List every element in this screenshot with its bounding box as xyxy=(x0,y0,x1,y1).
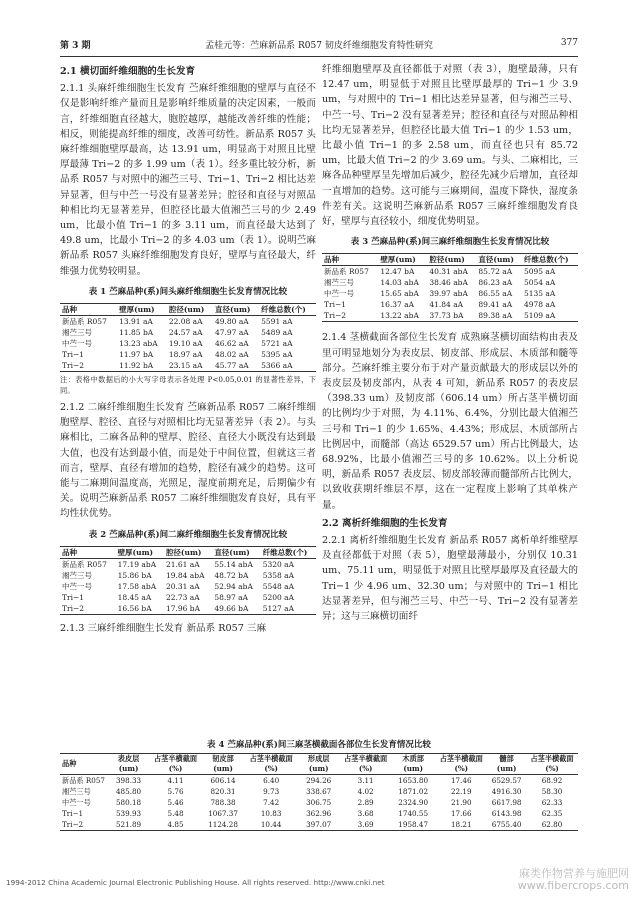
table-cell: 397.07 xyxy=(306,820,332,829)
table-cell: 24.57 aA xyxy=(168,328,203,338)
table-cell: 13.23 abA xyxy=(119,339,158,349)
table-cell: Tri−2 xyxy=(62,603,85,613)
table-header-cell: 直径(um) xyxy=(214,305,251,315)
table-cell: 294.26 xyxy=(306,776,332,785)
paragraph-2-1-3: 2.1.3 三麻纤维细胞生长发育 新品系 R057 三麻 xyxy=(60,622,267,634)
table-cell: 17.19 abA xyxy=(117,559,157,569)
table-row xyxy=(60,327,316,338)
table-1-header xyxy=(60,304,316,316)
table-cell: 18.97 aA xyxy=(168,350,203,360)
table-cell: 6.40 xyxy=(263,776,280,785)
table-cell: 5489 aA xyxy=(261,328,293,338)
table-cell: 48.02 aA xyxy=(214,350,249,360)
table-header-cell: 品种 xyxy=(62,305,77,315)
table-header-cell: 腔径(um) xyxy=(429,255,465,265)
paragraph-2-1-4: 2.1.4 茎横截面各部位生长发育 成熟麻茎横切面结构由表及里可明显地划分为表皮层、韧皮部、形成层、木质部和髓等部分。苎麻纤维主要分布于对产量贡献最大的形成层以外的表皮层及韧皮部内，从表 4 可知，新品系 R057 的表皮层（398.33 um）及韧皮部（606.14 um）所占茎半横切面的比例均少于对照，为 4.11%、6.4%，分别比最大值湘苎三号和 Tri−1 的少 1.65%、4.43%；形成层、木质部所占比例居中，而髓部（高达 6529.57 um）所占比例最大，达 68.92%，比最小值湘苎三号的多 10.62%。以上分析说明，新品系 R057 表皮层、韧皮部较薄而髓部所占比例大，以致收获期纤维层不厚，这在一定程度上影响了其单株产量。 xyxy=(322,332,578,511)
table-cell: 22.19 xyxy=(450,787,472,796)
paragraph-2-2-1: 2.2.1 离析纤维细胞生长发育 新品系 R057 离析单纤维壁厚及直径都低于对照（表 5），胞壁最薄最小，分别仅 10.31 um、75.11 um，明显低于对照且比壁厚最厚及直径最大的 Tri−1 少 4.96 um、32.30 um；与对照中的 Tri−1 相比达显著差异，但与湘苎三号、中苎一号、Tri−2 没有显著差异；这与三麻横切面纤 xyxy=(322,535,578,623)
table-cell: 17.66 xyxy=(450,809,472,818)
table-cell: 3.11 xyxy=(357,776,374,785)
page-number: 377 xyxy=(560,38,578,48)
table-cell: 62.35 xyxy=(541,809,563,818)
table-cell: 13.91 aA xyxy=(119,317,153,327)
table-cell: 19.10 aA xyxy=(168,339,203,349)
issue-number: 第 3 期 xyxy=(60,41,91,51)
table-cell: 6143.98 xyxy=(491,809,522,818)
table-cell: 6755.40 xyxy=(491,820,522,829)
table-header-cell: 品种 xyxy=(324,255,339,265)
table-cell: 5127 aA xyxy=(262,603,295,613)
table-cell: 5200 aA xyxy=(262,592,295,602)
table-row xyxy=(60,592,316,603)
table-cell: 2324.90 xyxy=(398,798,429,807)
table-cell: 45.77 aA xyxy=(214,361,249,371)
table-cell: 4916.30 xyxy=(491,787,522,796)
table-header-cell: 表皮层 (um) xyxy=(117,754,140,773)
table-cell: 23.15 aA xyxy=(168,361,203,371)
table-cell: 37.73 bA xyxy=(429,311,464,321)
table-cell: 85.72 aA xyxy=(478,267,513,277)
table-cell: 5548 aA xyxy=(262,581,295,591)
table-cell: 1958.47 xyxy=(398,820,429,829)
table-cell: Tri−1 xyxy=(324,300,347,310)
table-cell: 606.14 xyxy=(210,776,236,785)
table-cell: 1067.37 xyxy=(208,809,238,818)
table-row xyxy=(322,277,578,288)
table-cell: 38.46 abA xyxy=(429,278,468,288)
table-row xyxy=(60,775,578,787)
table-cell: 15.65 abA xyxy=(380,289,419,299)
table-header-cell: 纤维总数(个) xyxy=(523,255,569,265)
table-cell: 485.80 xyxy=(115,787,142,796)
table-cell: 17.46 xyxy=(450,776,472,785)
table-cell: 86.55 aA xyxy=(478,289,513,299)
table-row xyxy=(60,349,316,360)
table-cell: 湘苎三号 xyxy=(62,328,92,338)
table-row xyxy=(322,288,578,299)
watermark xyxy=(518,868,629,892)
table-cell: 中苎一号 xyxy=(324,289,354,299)
table-cell: 48.72 bA xyxy=(214,570,249,580)
table-cell: 6617.98 xyxy=(491,798,522,807)
table-cell: 新品系 R057 xyxy=(324,267,369,277)
table-cell: 22.73 aA xyxy=(165,592,200,602)
table-header-cell: 品种 xyxy=(62,547,77,557)
table-cell: 5135 aA xyxy=(523,289,556,299)
table-cell: 19.84 abA xyxy=(165,570,205,580)
table-cell: 5591 aA xyxy=(261,317,293,327)
table-header-cell: 纤维总数(个) xyxy=(262,547,308,557)
table-cell: 14.03 abA xyxy=(380,278,419,288)
table-header-cell: 壁厚(um) xyxy=(119,305,155,315)
table-1-note: 注：表格中数据后的小大写字母表示各处理 P<0.05,0.01 的显著性差异，下同。 xyxy=(60,375,316,396)
table-2-body xyxy=(60,558,316,614)
table-cell: 15.86 bA xyxy=(117,570,152,580)
table-cell: 6529.57 xyxy=(491,776,522,785)
section-2-2-heading: 2.2 离析纤维细胞的生长发育 xyxy=(322,517,448,529)
table-cell: 11.85 bA xyxy=(119,328,154,338)
paragraph-2-1-3-cont: 纤维细胞壁厚及直径都低于对照（表 3），胞壁最薄，只有 12.47 um，明显低于对照且比壁厚最厚的 Tri−1 少 3.9 um，与对照中的 Tri−1 相比达差异显著，但与湘苎三号、中苎一号、Tri−2 没有显著差异；腔径和直径与对照品种相比均无显著差异，但腔径比最大值 Tri−1 的少 1.53 um，比最小值 Tri−1 的多 2.58 um，而直径也只有 85.72 um，比最大值 Tri−2 的少 3.69 um。与头、二麻相比，三麻各品种壁厚呈先增加后减少，腔径先减少后增加，直径却一直增加的趋势。这可能与三麻期间，温度下降快，湿度条件差有关。这说明苎麻新品系 R057 三麻纤维细胞发育良好，壁厚与直径较小，细度优势明显。 xyxy=(322,64,578,228)
table-cell: 5095 aA xyxy=(523,267,556,277)
table-cell: 11.92 bA xyxy=(119,361,154,371)
paragraph-2-1-1: 2.1.1 头麻纤维细胞生长发育 苎麻纤维细胞的壁厚与直径不仅是影响纤维产量而且是影响纤维质量的决定因素，一般而言，纤维细胞直径越大，胞腔越厚，越能改善纤维的性能；相反，则能提高纤维的细度，改善可纺性。新品系 R057 头麻纤维细胞壁厚最高，达 13.91 um，明显高于对照且比壁厚最薄 Tri−2 的多 1.99 um（表 1）。经多重比较分析，新品系 R057 与对照中的湘苎三号、Tri−1、Tri−2 相比达差异显著，但与中苎一号没有显著差异；腔径和直径与对照品种相比均无显著差异，但腔径比最大值湘苎三号的少 2.49 um，比最小值 Tri−1 的多 3.11 um，而直径最大达到了 49.8 um，比最小 Tri−2 的多 4.03 um（表 1）。说明苎麻新品系 R057 头麻纤维细胞发育良好，壁厚与直径最大，纤维强力优势较明显。 xyxy=(60,83,316,277)
table-header-cell: 髓部 (um) xyxy=(496,754,517,773)
table-cell: 5366 aA xyxy=(261,361,293,371)
table-cell: 17.96 bA xyxy=(165,603,201,613)
table-cell: 22.08 aA xyxy=(168,317,203,327)
table-cell: 9.73 xyxy=(263,787,280,796)
table-row xyxy=(322,299,578,310)
table-cell: 18.45 aA xyxy=(117,592,152,602)
table-cell: 中苎一号 xyxy=(62,581,92,591)
table-header-cell: 占茎半横截面(%) xyxy=(249,754,293,773)
table-cell: 362.96 xyxy=(306,809,332,818)
table-4-title: 表 4 苎麻品种(系)间三麻茎横截面各部位生长发育情况比较 xyxy=(207,740,431,750)
table-row xyxy=(322,266,578,278)
table-cell: 新品系 R057 xyxy=(62,559,107,569)
table-cell: Tri−1 xyxy=(62,350,85,360)
header-rule xyxy=(60,56,578,57)
table-header-cell: 品种 xyxy=(62,759,77,768)
table-cell: 5054 aA xyxy=(523,278,556,288)
table-cell: 中苎一号 xyxy=(62,339,92,349)
table-cell: 21.61 aA xyxy=(165,559,200,569)
table-cell: 5320 aA xyxy=(262,559,295,569)
table-cell: 62.80 xyxy=(541,820,563,829)
left-column xyxy=(60,62,316,639)
table-cell: 21.90 xyxy=(450,798,472,807)
table-cell: 5721 aA xyxy=(261,339,293,349)
right-column xyxy=(322,62,578,627)
table-cell: 788.38 xyxy=(210,798,236,807)
table-row xyxy=(60,360,316,372)
table-cell: 16.37 aA xyxy=(380,300,415,310)
table-cell: Tri−2 xyxy=(62,361,85,371)
table-header-cell: 形成层 (um) xyxy=(307,754,330,773)
table-3-title: 表 3 苎麻品种(系)间三麻纤维细胞生长发育情况比较 xyxy=(350,237,550,248)
table-cell: 5109 aA xyxy=(523,311,556,321)
table-3-body xyxy=(322,266,578,322)
watermark-line: www.fibercrops.com xyxy=(517,879,629,892)
table-header-cell: 占茎半横截面(%) xyxy=(153,754,198,773)
table-cell: 5.48 xyxy=(167,809,184,818)
table-cell: 62.33 xyxy=(541,798,563,807)
table-cell: 湘苎三号 xyxy=(62,787,91,796)
table-header-cell: 木质部 (um) xyxy=(402,754,424,773)
table-cell: 10.44 xyxy=(260,820,282,829)
running-header xyxy=(60,38,578,54)
table-cell: 4978 aA xyxy=(523,300,556,310)
table-cell: 12.47 bA xyxy=(380,267,415,277)
table-cell: 86.23 aA xyxy=(478,278,513,288)
table-cell: 10.83 xyxy=(260,809,282,818)
table-header-cell: 壁厚(um) xyxy=(117,547,154,557)
table-1 xyxy=(60,303,316,372)
table-cell: 4.85 xyxy=(167,820,184,829)
table-cell: 1653.80 xyxy=(398,776,429,785)
table-1-body xyxy=(60,316,316,372)
table-header-cell: 占茎半横截面(%) xyxy=(344,754,388,773)
table-cell: 68.92 xyxy=(541,776,563,785)
table-cell: Tri−1 xyxy=(62,809,84,818)
table-3 xyxy=(322,253,578,322)
running-title: 孟桂元等：苎麻新品系 R057 韧皮纤维细胞发育特性研究 xyxy=(205,41,433,51)
table-header-cell: 直径(um) xyxy=(478,255,514,265)
table-row xyxy=(60,570,316,581)
table-header-cell: 韧皮部 (um) xyxy=(212,754,234,773)
table-cell: 4.11 xyxy=(167,776,184,785)
table-4-block xyxy=(60,738,578,831)
table-cell: 41.84 aA xyxy=(429,300,464,310)
table-2-title: 表 2 苎麻品种(系)间二麻纤维细胞生长发育情况比较 xyxy=(88,529,288,540)
paragraph-2-1-2: 2.1.2 二麻纤维细胞生长发育 苎麻新品系 R057 二麻纤维细胞壁厚、腔径、直径与对照相比均无显著差异（表 2）。与头麻相比，二麻各品种的壁厚、腔径、直径大小既没有达到最大值，也没有达到最小值，而是处于中间位置，但就这三者而言，壁厚、直径有增加的趋势，腔径有减少的趋势。这可能与二麻期间温度高，光照足，湿度前期充足，后期偏少有关。说明苎麻新品系 R057 二麻纤维细胞发育良好，具有平均性状优势。 xyxy=(60,402,316,520)
table-cell: 1124.28 xyxy=(208,820,238,829)
table-cell: Tri−2 xyxy=(324,311,347,321)
table-cell: 47.97 aA xyxy=(214,328,249,338)
table-cell: 398.33 xyxy=(115,776,142,785)
table-cell: 49.66 bA xyxy=(214,603,249,613)
table-cell: 40.31 abA xyxy=(429,267,468,277)
table-cell: 18.21 xyxy=(450,820,472,829)
table-row xyxy=(60,603,316,615)
table-cell: 89.41 aA xyxy=(478,300,513,310)
table-4 xyxy=(60,753,578,831)
table-cell: 16.56 bA xyxy=(117,603,152,613)
table-cell: 58.97 aA xyxy=(214,592,249,602)
table-cell: 89.38 aA xyxy=(478,311,513,321)
table-header-cell: 壁厚(um) xyxy=(380,255,416,265)
table-cell: 17.58 abA xyxy=(117,581,157,591)
table-row xyxy=(60,808,578,819)
table-cell: 46.62 aA xyxy=(214,339,249,349)
table-cell: Tri−2 xyxy=(62,820,84,829)
table-cell: 3.69 xyxy=(357,820,374,829)
table-header-cell: 占茎半横截面(%) xyxy=(530,754,574,773)
table-cell: 新品系 R057 xyxy=(62,776,105,785)
table-header-cell: 占茎半横截面(%) xyxy=(439,754,483,773)
table-cell: 3.68 xyxy=(357,809,374,818)
table-cell: 湘苎三号 xyxy=(62,570,92,580)
table-cell: 1871.02 xyxy=(398,787,429,796)
table-row xyxy=(60,797,578,808)
watermark-line: 麻类作物营养与施肥网 xyxy=(519,867,629,880)
table-cell: 新品系 R057 xyxy=(62,317,107,327)
table-cell: 820.31 xyxy=(210,787,236,796)
table-4-header xyxy=(60,754,578,775)
table-cell: 湘苎三号 xyxy=(324,278,354,288)
table-2-header xyxy=(60,546,316,558)
table-row xyxy=(60,786,578,797)
table-row xyxy=(60,316,316,328)
table-cell: Tri−1 xyxy=(62,592,85,602)
table-cell: 306.75 xyxy=(306,798,332,807)
table-1-title: 表 1 苎麻品种(系)间头麻纤维细胞生长发育情况比较 xyxy=(88,286,288,297)
table-cell: 5395 aA xyxy=(261,350,293,360)
table-cell: 49.80 aA xyxy=(214,317,249,327)
table-cell: 4.02 xyxy=(357,787,374,796)
table-cell: 13.22 abA xyxy=(380,311,419,321)
table-row xyxy=(60,819,578,831)
table-cell: 39.97 abA xyxy=(429,289,468,299)
table-row xyxy=(60,581,316,592)
table-row xyxy=(322,310,578,322)
table-cell: 2.89 xyxy=(357,798,374,807)
table-row xyxy=(60,558,316,570)
table-cell: 5358 aA xyxy=(262,570,295,580)
table-cell: 7.42 xyxy=(263,798,280,807)
table-cell: 580.18 xyxy=(115,798,142,807)
section-2-1-heading: 2.1 横切面纤维细胞的生长发育 xyxy=(60,66,196,77)
table-cell: 5.76 xyxy=(167,787,184,796)
table-header-cell: 腔径(um) xyxy=(165,547,202,557)
copyright-footer: 1994-2012 China Academic Journal Electronic Publishing House. All rights reserved. http://www.cnki.net xyxy=(6,878,385,887)
table-cell: 539.93 xyxy=(115,809,142,818)
table-cell: 中苎一号 xyxy=(62,798,91,807)
table-cell: 1740.55 xyxy=(398,809,429,818)
table-cell: 5.46 xyxy=(167,798,184,807)
table-2 xyxy=(60,546,316,615)
table-4-body xyxy=(60,775,578,831)
table-cell: 55.14 abA xyxy=(214,559,253,569)
table-row xyxy=(60,338,316,349)
table-cell: 58.30 xyxy=(541,787,563,796)
table-cell: 52.94 abA xyxy=(214,581,253,591)
table-cell: 338.67 xyxy=(306,787,332,796)
table-cell: 11.97 bA xyxy=(119,350,154,360)
table-header-cell: 直径(um) xyxy=(214,547,250,557)
table-header-cell: 纤维总数(个) xyxy=(261,305,306,315)
table-3-header xyxy=(322,254,578,266)
table-cell: 521.89 xyxy=(115,820,142,829)
table-header-cell: 腔径(um) xyxy=(168,305,205,315)
table-cell: 20.31 aA xyxy=(165,581,200,591)
